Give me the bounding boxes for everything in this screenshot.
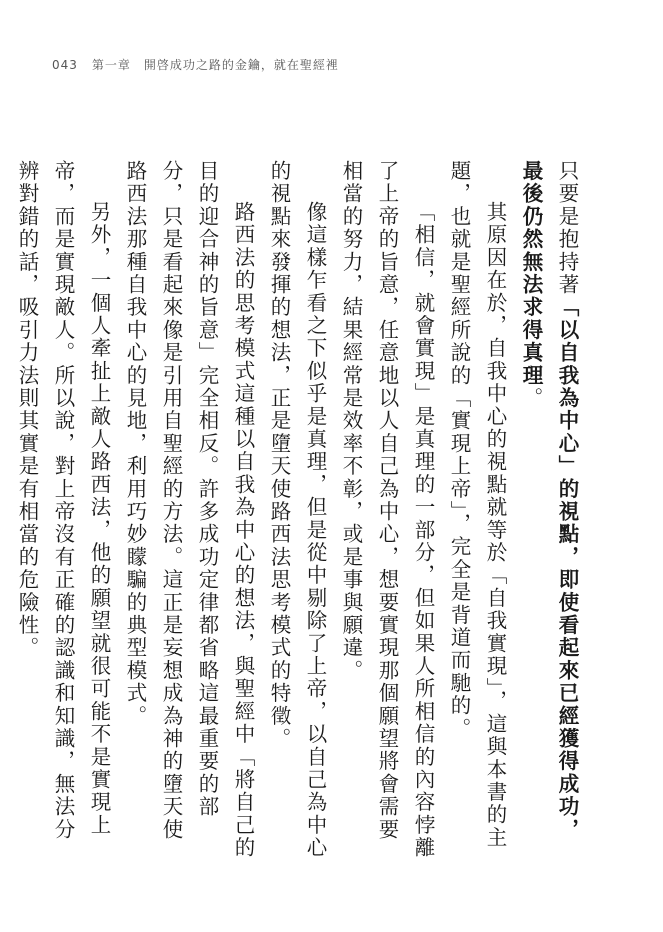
bold-text-run: 「以自我為中心」的視點，即使看起來已經獲得成功，最後仍然無法求得真理 [519,160,579,842]
paragraph-4: 像這樣乍看之下似乎是真理，但是從中剔除了上帝，以自己為中心的視點來發揮的想法，正是墮天使路西法思考模式的特徵。 [267,160,327,860]
paragraph-3: 「相信，就會實現」是真理的一部分，但如果人所相信的內容悖離了上帝的旨意，任意地以人自己為中心，想要實現那個願望將會需要相當的努力，結果經常是效率不彰，或是事與願違。 [339,160,435,860]
paragraph-5: 路西法的思考模式這種以自我為中心的想法，與聖經中「將自己的目的迎合神的旨意」完全相反。許多成功定律都省略這最重要的部分，只是看起來像是引用自聖經的方法。這正是妄想成為神的墮天使路西法那種自我中心的見地，利用巧妙矇騙的典型模式。 [123,160,255,860]
page-number: 043 [52,58,78,72]
paragraph-2: 其原因在於，自我中心的視點就等於「自我實現」，這與本書的主題，也就是聖經所說的「實現上帝」，完全是背道而馳的。 [447,160,507,850]
text-run: 。 [519,387,543,410]
running-header [52,56,339,73]
chapter-title: 第一章 開啓成功之路的金鑰，就在聖經裡 [91,58,339,72]
paragraph-6: 另外，一個人牽扯上敵人路西法，他的願望就很可能不是實現上帝，而是實現敵人。所以說，對上帝沒有正確的認識和知識，無法分辨對錯的話，吸引力法則其實是有相當的危險性。 [15,160,111,841]
paragraph-1 [513,160,585,860]
text-run: 只要是抱持著 [555,160,579,297]
body-text [15,160,585,860]
